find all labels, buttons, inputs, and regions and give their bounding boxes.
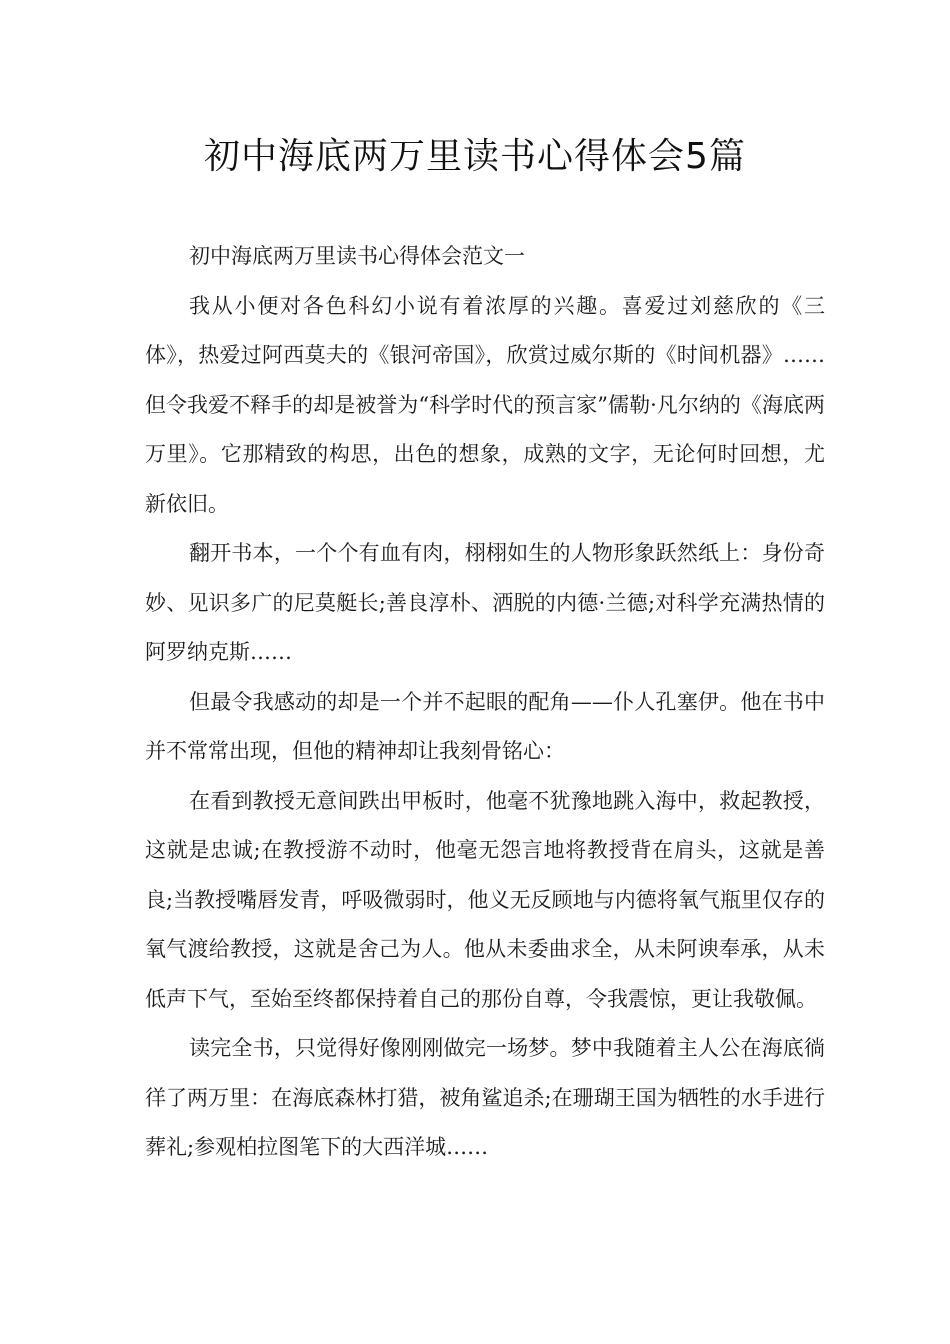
paragraph: 在看到教授无意间跌出甲板时，他毫不犹豫地跳入海中，救起教授，这就是忠诚;在教授游不动时，他毫无怨言地将教授背在肩头，这就是善良;当教授嘴唇发青，呼吸微弱时，他义无反顾地与内德将氧气瓶里仅存的氧气渡给教授，这就是舍己为人。他从未委曲求全，从未阿谀奉承，从未低声下气，至始至终都保持着自己的那份自尊，令我震惊，更让我敬佩。 — [145, 788, 825, 1011]
paragraph: 但最令我感动的却是一个并不起眼的配角——仆人孔塞伊。他在书中并不常常出现，但他的精神却让我刻骨铭心： — [145, 689, 825, 763]
section-heading: 初中海底两万里读书心得体会范文一 — [189, 244, 525, 268]
paragraph: 我从小便对各色科幻小说有着浓厚的兴趣。喜爱过刘慈欣的《三体》，热爱过阿西莫夫的《银河帝国》，欣赏过威尔斯的《时间机器》……但令我爱不释手的却是被誉为“科学时代的预言家”儒勒·凡尔纳的《海底两万里》。它那精致的构思，出色的想象，成熟的文字，无论何时回想，尤新依旧。 — [145, 293, 825, 516]
paragraph: 翻开书本，一个个有血有肉，栩栩如生的人物形象跃然纸上：身份奇妙、见识多广的尼莫艇长;善良淳朴、洒脱的内德·兰德;对科学充满热情的阿罗纳克斯…… — [145, 541, 825, 664]
paragraph: 读完全书，只觉得好像刚刚做完一场梦。梦中我随着主人公在海底徜徉了两万里：在海底森林打猎，被角鲨追杀;在珊瑚王国为牺牲的水手进行葬礼;参观柏拉图笔下的大西洋城…… — [145, 1036, 825, 1159]
document-body — [145, 232, 825, 1173]
document-title: 初中海底两万里读书心得体会5篇 — [204, 136, 746, 177]
